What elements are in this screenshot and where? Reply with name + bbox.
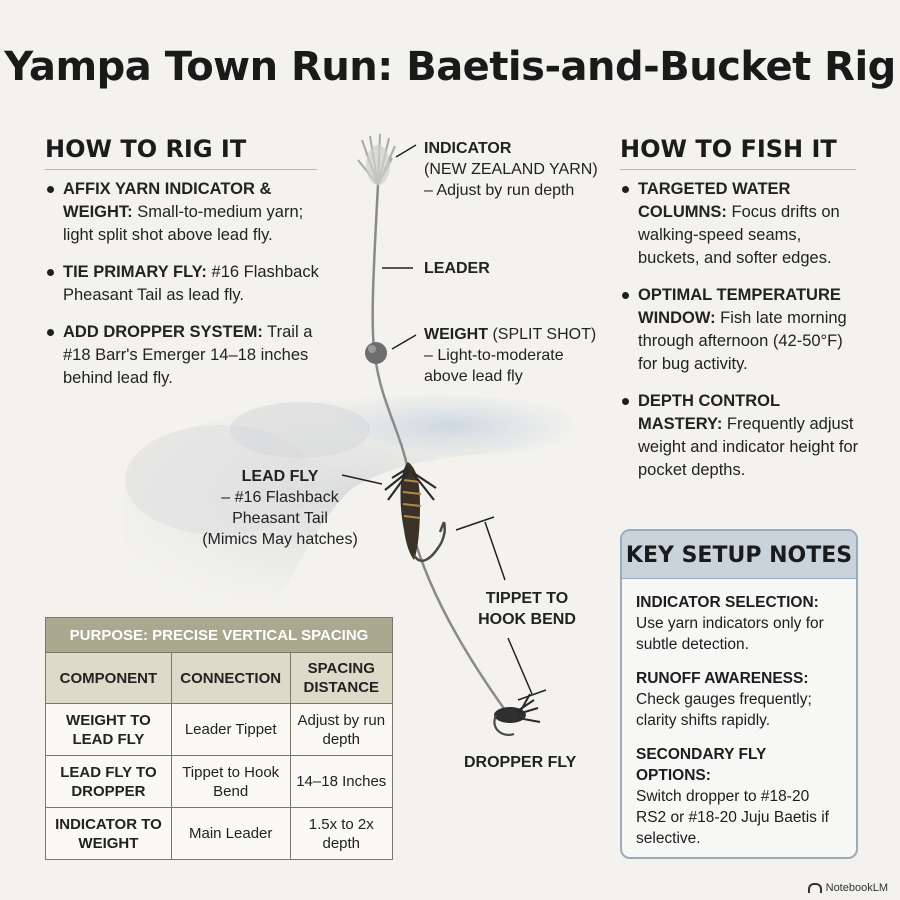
split-shot-icon	[365, 342, 387, 364]
lead-fly-icon	[385, 462, 445, 561]
lead-fly-callout: LEAD FLY – #16 Flashback Pheasant Tail (Mimics May hatches)	[202, 468, 358, 548]
table-row: WEIGHT TO LEAD FLY Leader Tippet Adjust by run depth	[46, 704, 393, 756]
leader-callout: LEADER	[424, 260, 490, 277]
dropper-fly-icon	[494, 694, 540, 735]
weight-callout: WEIGHT (SPLIT SHOT) – Light-to-moderate above lead fly	[424, 326, 597, 385]
list-item: TIE PRIMARY FLY: #16 Flashback Pheasant Tail as lead fly.	[45, 261, 330, 307]
notes-heading: KEY SETUP NOTES	[622, 531, 856, 579]
list-item: INDICATOR SELECTION: Use yarn indicators only for subtle detection.	[636, 594, 824, 653]
table-header: CONNECTION	[171, 653, 290, 704]
tippet-callout: TIPPET TO HOOK BEND	[478, 590, 576, 628]
page-title: Yampa Town Run: Baetis-and-Bucket Rig	[4, 44, 896, 90]
list-item: DEPTH CONTROL MASTERY: Frequently adjust weight and indicator height for pocket depths.	[620, 390, 860, 482]
table-header: COMPONENT	[46, 653, 172, 704]
table-caption: PURPOSE: PRECISE VERTICAL SPACING	[46, 618, 393, 653]
list-item: RUNOFF AWARENESS: Check gauges frequently; clarity shifts rapidly.	[636, 670, 812, 729]
table-row: INDICATOR TO WEIGHT Main Leader 1.5x to 2x depth	[46, 808, 393, 860]
list-item: AFFIX YARN INDICATOR & WEIGHT: Small-to-medium yarn; light split shot above lead fly.	[45, 178, 330, 247]
spacing-table	[45, 617, 393, 860]
rig-heading: HOW TO RIG IT	[45, 135, 317, 170]
brand-watermark: NotebookLM	[808, 882, 888, 894]
table-header: SPACING DISTANCE	[290, 653, 392, 704]
key-setup-notes	[620, 529, 858, 859]
table-row: LEAD FLY TO DROPPER Tippet to Hook Bend 14–18 Inches	[46, 756, 393, 808]
list-item: TARGETED WATER COLUMNS: Focus drifts on walking-speed seams, buckets, and softer edges.	[620, 178, 860, 270]
dropper-callout: DROPPER FLY	[464, 754, 577, 771]
indicator-callout: INDICATOR (NEW ZEALAND YARN) – Adjust by run depth	[424, 140, 598, 199]
list-item: ADD DROPPER SYSTEM: Trail a #18 Barr's Emerger 14–18 inches behind lead fly.	[45, 321, 330, 390]
fish-list	[620, 178, 860, 496]
fish-heading: HOW TO FISH IT	[620, 135, 856, 170]
list-item: SECONDARY FLY OPTIONS: Switch dropper to #18-20 RS2 or #18-20 Juju Baetis if selective.	[636, 746, 829, 847]
list-item: OPTIMAL TEMPERATURE WINDOW: Fish late morning through afternoon (42-50°F) for bug activity.	[620, 284, 860, 376]
rig-list	[45, 178, 330, 404]
notebooklm-logo-icon	[808, 883, 822, 893]
yarn-indicator-icon	[358, 134, 395, 185]
